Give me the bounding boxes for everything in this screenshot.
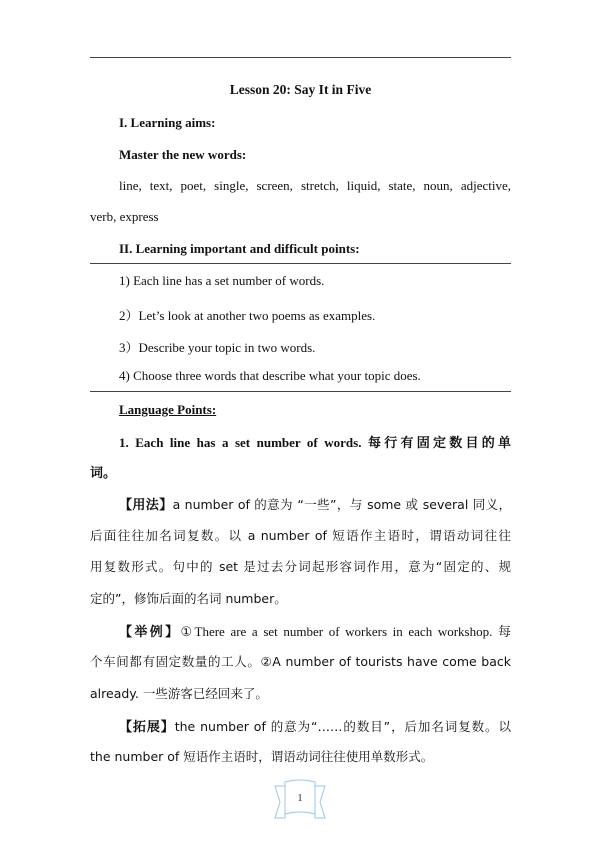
key-points-bottom-rule — [90, 391, 511, 392]
extend-tag: 【拓展】 — [119, 720, 175, 735]
language-point-1-chinese: 每行有固定数目的单 — [367, 436, 511, 451]
language-point-1-line-2: 词。 — [90, 466, 117, 481]
usage-text: a number of 的意为 “一些”，与 some 或 several 同义， — [172, 497, 511, 512]
page-number: 1 — [297, 792, 303, 804]
usage-line-1 — [90, 494, 511, 513]
usage-line-2: 后面往往加名词复数。以 a number of 短语作主语时，谓语动词往往 — [90, 528, 511, 543]
key-point-item: 2）Let’s look at another two poems as examples. — [119, 308, 376, 323]
usage-tag: 【用法】 — [119, 498, 173, 513]
example-text: ①There are a set number of workers in each workshop. 每 — [180, 624, 511, 639]
example-tag: 【举例】 — [119, 625, 181, 640]
word-list-line-1: line, text, poet, single, screen, stretch, liquid, state, noun, adjective, — [119, 178, 511, 193]
extend-text: the number of 的意为“……的数目”，后加名词复数。以 — [174, 719, 511, 734]
word-list-line-2: verb, express — [90, 209, 159, 224]
extend-line-2: the number of 短语作主语时，谓语动词往往使用单数形式。 — [90, 749, 434, 764]
usage-line-4: 定的”，修饰后面的名词 number。 — [90, 591, 287, 606]
section-learning-aims-heading: I. Learning aims: — [119, 115, 216, 130]
example-line-3: already. 一些游客已经回来了。 — [90, 686, 268, 701]
key-point-item: 3）Describe your topic in two words. — [119, 340, 316, 355]
new-words-subheading: Master the new words: — [119, 147, 247, 162]
key-points-top-rule — [90, 263, 511, 264]
language-point-1-english: 1. Each line has a set number of words. — [119, 435, 362, 450]
example-line-2: 个车间都有固定数量的工人。②A number of tourists have come back — [90, 654, 511, 669]
example-line-1 — [90, 621, 511, 640]
language-point-1-line-1 — [90, 432, 511, 451]
page-number-ribbon — [273, 776, 327, 826]
usage-line-3: 用复数形式。句中的 set 是过去分词起形容词作用，意为“固定的、规 — [90, 559, 511, 574]
language-points-heading: Language Points: — [119, 402, 217, 417]
section-key-points-heading: II. Learning important and difficult points: — [119, 241, 360, 256]
key-point-item: 4) Choose three words that describe what your topic does. — [119, 368, 421, 383]
key-point-item: 1) Each line has a set number of words. — [119, 273, 325, 288]
top-rule — [90, 57, 511, 58]
extend-line-1 — [90, 716, 511, 735]
lesson-title: Lesson 20: Say It in Five — [229, 82, 372, 97]
